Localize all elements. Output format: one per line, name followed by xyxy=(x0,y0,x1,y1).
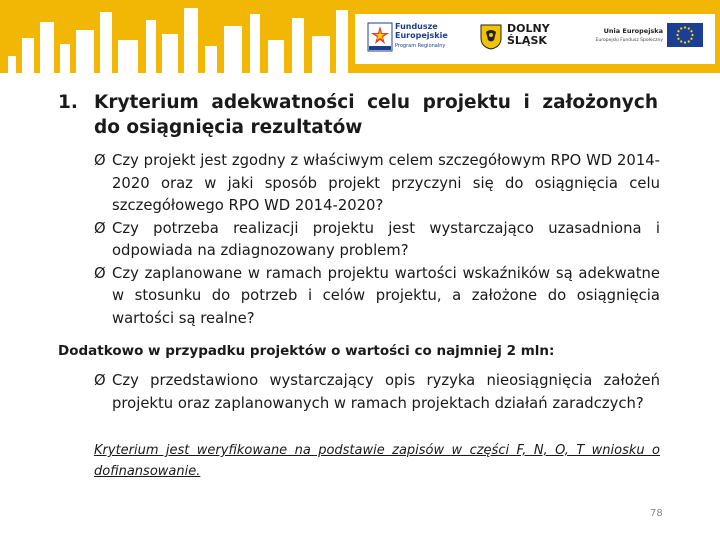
dolny-slask-text xyxy=(507,23,550,47)
eu-star xyxy=(680,27,682,29)
question-item xyxy=(94,370,660,415)
eu-flag-icon xyxy=(667,23,703,47)
eu-star xyxy=(677,30,679,32)
question-item xyxy=(94,218,660,263)
decor-block xyxy=(205,46,217,73)
dolny-slask-line1: DOLNY xyxy=(507,22,550,35)
fundusze-europejskie-logo xyxy=(365,18,465,60)
criterion-number: 1. xyxy=(58,92,78,113)
arrow-bullet-icon: Ø xyxy=(94,372,106,389)
criterion-heading xyxy=(58,90,658,140)
arrow-bullet-icon: Ø xyxy=(94,264,106,282)
decor-block xyxy=(118,40,138,73)
question-text: Czy projekt jest zgodny z właściwym celem szczegółowym RPO WD 2014-2020 oraz w jaki sposób projekt przyczyni się do osiągnięcia celu szczegółowego RPO WD 2014-2020? xyxy=(112,152,660,214)
eu-logo xyxy=(587,20,707,58)
decor-block xyxy=(162,34,178,73)
dolny-slask-logo xyxy=(480,20,550,58)
eu-logo-title: Unia Europejska xyxy=(603,27,663,35)
decor-block xyxy=(336,10,348,73)
arrow-bullet-icon: Ø xyxy=(94,219,106,237)
eu-star xyxy=(680,40,682,42)
coat-of-arms-icon xyxy=(480,24,502,50)
eu-star xyxy=(690,30,692,32)
decor-block xyxy=(22,38,34,73)
fundusze-logo-line2: Europejskie xyxy=(395,31,448,40)
question-item xyxy=(94,263,660,331)
eu-star xyxy=(688,27,690,29)
fundusze-logo-text xyxy=(395,22,448,40)
decor-block xyxy=(224,26,242,73)
question-text: Czy przedstawiono wystarczający opis ryzyka nieosiągnięcia założeń projektu oraz zaplanowanych w ramach projektach działań zaradczych? xyxy=(112,372,660,412)
question-text: Czy potrzeba realizacji projektu jest wystarczająco uzasadniona i odpowiada na zdiagnozowany problem? xyxy=(112,219,660,259)
eu-star xyxy=(684,26,686,28)
fundusze-logo-subtitle: Program Regionalny xyxy=(395,43,446,49)
logo-bar xyxy=(355,14,715,64)
decor-block xyxy=(100,12,112,73)
dolny-slask-line2: ŚLĄSK xyxy=(507,34,547,47)
question-text: Czy zaplanowane w ramach projektu wartości wskaźników są adekwatne w stosunku do potrzeb i celów projektu, a założone do osiągnięcia wartości są realne? xyxy=(112,264,660,327)
decor-block xyxy=(60,44,70,73)
decor-block xyxy=(250,14,260,73)
eu-star xyxy=(688,40,690,42)
header-banner xyxy=(0,0,720,73)
criterion-title: Kryterium adekwatności celu projektu i założonych do osiągnięcia rezultatów xyxy=(94,92,658,138)
decor-block xyxy=(184,8,198,73)
eu-logo-subtitle: Europejski Fundusz Społeczny xyxy=(595,38,663,43)
decor-block xyxy=(292,18,304,73)
decor-block xyxy=(268,40,284,73)
decor-block xyxy=(146,20,156,73)
fundusze-star-icon xyxy=(367,22,393,52)
decor-block xyxy=(40,22,54,73)
eu-star xyxy=(684,41,686,43)
main-question-list xyxy=(94,150,660,330)
fundusze-logo-line1: Fundusze xyxy=(395,22,438,31)
eu-star xyxy=(676,34,678,36)
page-number: 78 xyxy=(650,508,663,519)
decor-block xyxy=(312,36,330,73)
eu-star xyxy=(677,38,679,40)
eu-star xyxy=(691,34,693,36)
arrow-bullet-icon: Ø xyxy=(94,152,106,169)
decor-block xyxy=(76,30,94,73)
verification-note: Kryterium jest weryfikowane na podstawie zapisów w części F, N, O, T wniosku o dofinansowanie. xyxy=(94,443,660,479)
decor-block xyxy=(8,56,16,73)
eu-star xyxy=(690,38,692,40)
question-item xyxy=(94,150,660,218)
extra-question-list xyxy=(94,370,660,415)
additional-criteria-heading: Dodatkowo w przypadku projektów o wartości co najmniej 2 mln: xyxy=(58,343,555,359)
eu-stars-icon xyxy=(667,23,703,47)
